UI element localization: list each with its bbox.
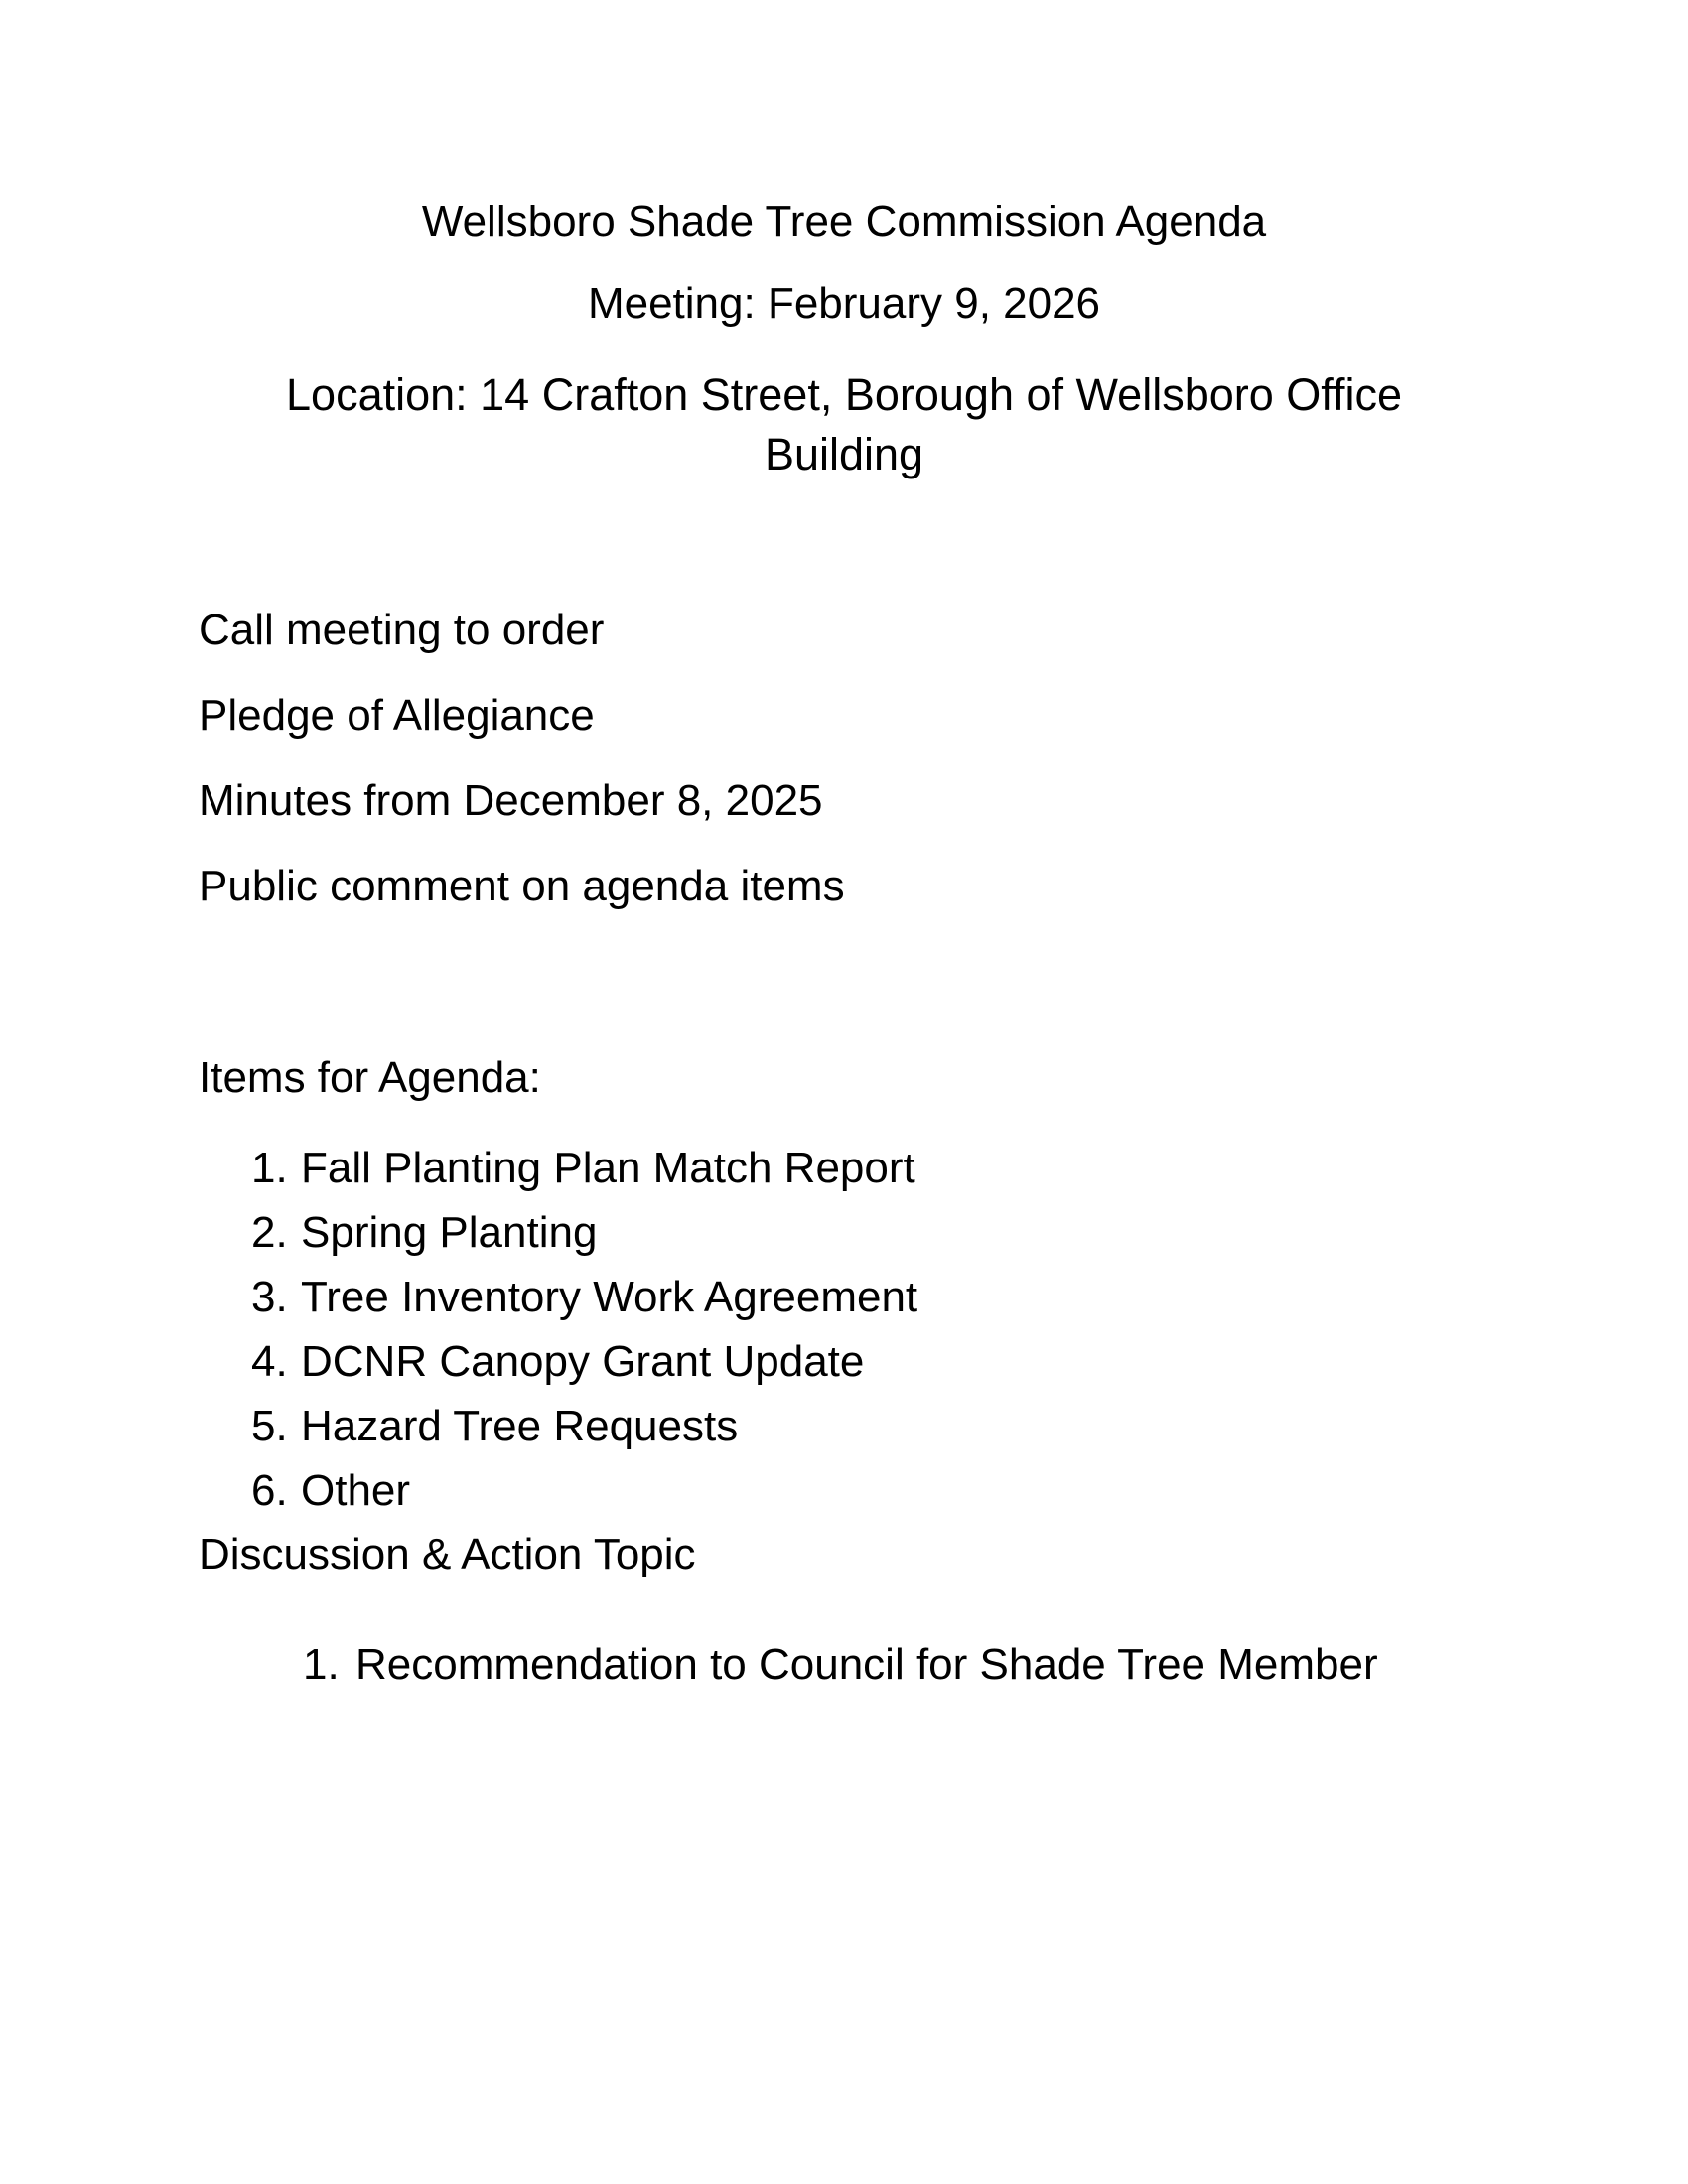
discussion-action-heading: Discussion & Action Topic xyxy=(199,1530,696,1578)
agenda-item-1 xyxy=(199,1136,1489,1200)
prelim-pledge: Pledge of Allegiance xyxy=(199,691,595,740)
agenda-item-5 xyxy=(199,1394,1489,1458)
agenda-item-4 xyxy=(199,1329,1489,1394)
agenda-item-3 xyxy=(199,1265,1489,1329)
agenda-item-2 xyxy=(199,1200,1489,1265)
prelim-public-comment: Public comment on agenda items xyxy=(199,862,845,910)
agenda-item-2-text: Spring Planting xyxy=(301,1208,598,1257)
agenda-item-3-text: Tree Inventory Work Agreement xyxy=(301,1273,918,1321)
discussion-item-1-number: 1. xyxy=(303,1640,340,1689)
agenda-item-3-number: 3. xyxy=(251,1273,288,1321)
prelim-call-to-order: Call meeting to order xyxy=(199,606,605,654)
agenda-item-1-number: 1. xyxy=(251,1144,288,1192)
agenda-item-6 xyxy=(199,1458,1489,1523)
agenda-items-heading: Items for Agenda: xyxy=(199,1053,541,1102)
prelim-minutes: Minutes from December 8, 2025 xyxy=(199,776,823,825)
agenda-item-6-number: 6. xyxy=(251,1466,288,1515)
discussion-item-1 xyxy=(199,1632,1489,1697)
meeting-date-line: Meeting: February 9, 2026 xyxy=(587,279,1101,328)
document-title: Wellsboro Shade Tree Commission Agenda xyxy=(421,198,1267,246)
location-line-2: Building xyxy=(764,429,924,479)
discussion-items-list xyxy=(199,1632,1489,1697)
agenda-items-list xyxy=(199,1136,1489,1523)
location-line-1: Location: 14 Crafton Street, Borough of Wellsboro Office xyxy=(286,369,1402,420)
agenda-item-4-text: DCNR Canopy Grant Update xyxy=(301,1337,865,1386)
agenda-item-5-text: Hazard Tree Requests xyxy=(301,1402,739,1450)
agenda-item-5-number: 5. xyxy=(251,1402,288,1450)
discussion-item-1-text: Recommendation to Council for Shade Tree Member xyxy=(355,1640,1378,1689)
agenda-item-1-text: Fall Planting Plan Match Report xyxy=(301,1144,915,1192)
location-block xyxy=(199,365,1489,484)
agenda-item-6-text: Other xyxy=(301,1466,411,1515)
agenda-item-4-number: 4. xyxy=(251,1337,288,1386)
agenda-item-2-number: 2. xyxy=(251,1208,288,1257)
